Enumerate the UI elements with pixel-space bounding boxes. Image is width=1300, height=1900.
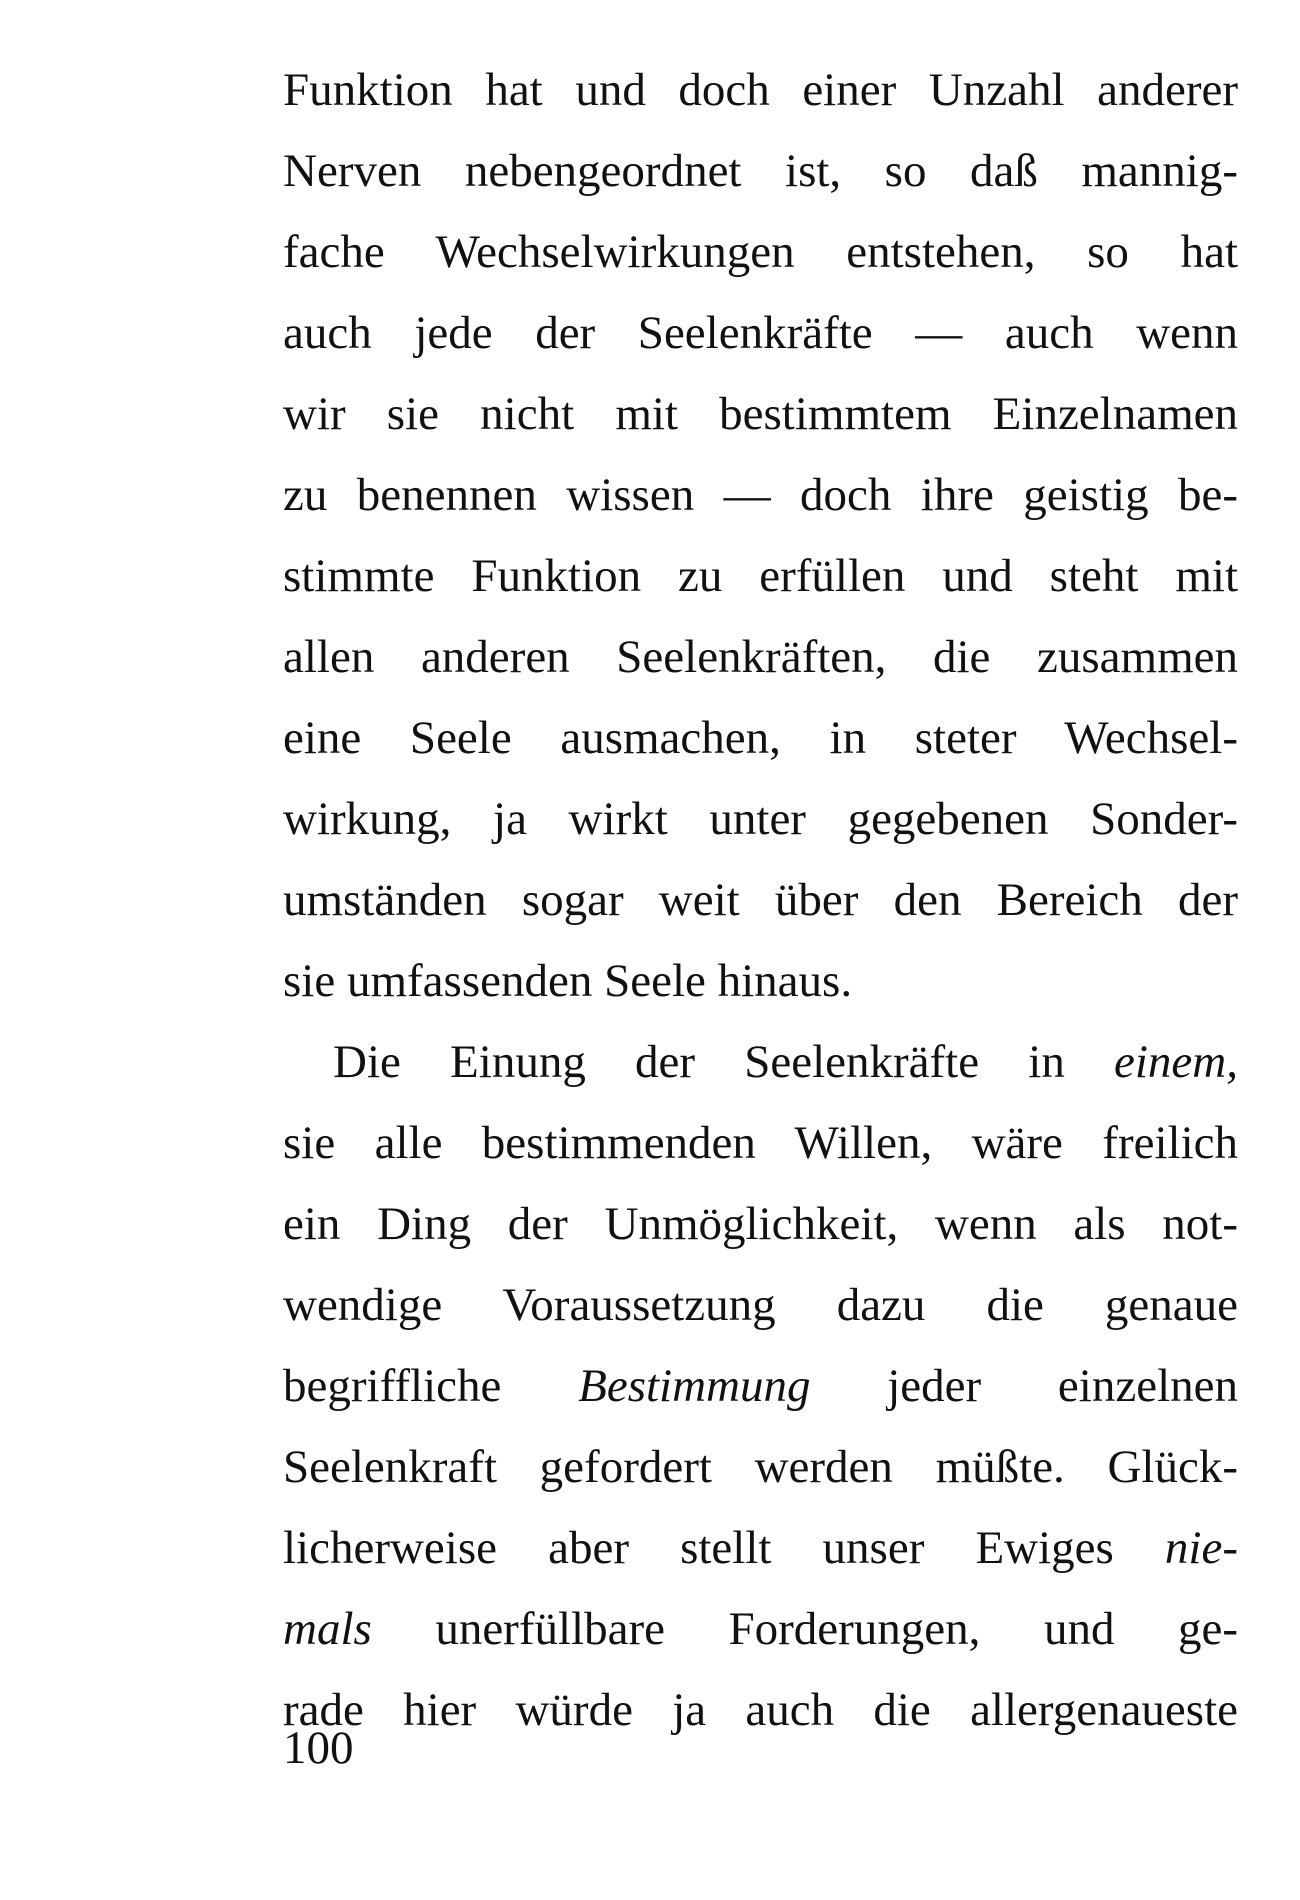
text-line: rade hier würde ja auch die allergenaueste <box>283 1684 1238 1736</box>
text-line <box>283 1508 1238 1589</box>
text-line: wendige Voraussetzung dazu die genaue <box>283 1279 1238 1331</box>
text-line: stimmte Funktion zu erfüllen und steht mit <box>283 550 1238 602</box>
text-line: allen anderen Seelenkräften, die zusammen <box>283 631 1238 683</box>
text-segment: licherweise aber stellt unser Ewiges <box>283 1522 1165 1574</box>
text-segment: unerfüllbare Forderungen, und ge- <box>371 1603 1238 1655</box>
text-line: sie umfassenden Seele hinaus. <box>283 955 853 1007</box>
text-line: fache Wechselwirkungen entstehen, so hat <box>283 226 1238 278</box>
text-line: Nerven nebengeordnet ist, so daß mannig- <box>283 145 1238 197</box>
text-line: sie alle bestimmenden Willen, wäre freilich <box>283 1117 1238 1169</box>
text-line: ein Ding der Unmöglichkeit, wenn als not- <box>283 1198 1238 1250</box>
text-line: umständen sogar weit über den Bereich der <box>283 874 1238 926</box>
text-segment: Die Einung der Seelenkräfte in <box>333 1036 1115 1088</box>
page-number: 100 <box>283 1722 354 1774</box>
body-text <box>283 50 1238 1751</box>
text-line: Seelenkraft gefordert werden müßte. Glück- <box>283 1441 1238 1493</box>
emphasis-text: einem, <box>1114 1036 1238 1088</box>
text-line: auch jede der Seelenkräfte — auch wenn <box>283 307 1238 359</box>
text-line <box>283 1022 1238 1103</box>
emphasis-text: mals <box>283 1603 372 1655</box>
emphasis-text: nie- <box>1164 1522 1238 1574</box>
text-segment: begriffliche <box>283 1360 579 1412</box>
text-line: Funktion hat und doch einer Unzahl anderer <box>283 64 1238 116</box>
text-line: wirkung, ja wirkt unter gegebenen Sonder- <box>283 793 1238 845</box>
text-line: eine Seele ausmachen, in steter Wechsel- <box>283 712 1238 764</box>
text-line <box>283 1589 1238 1670</box>
emphasis-text: Bestimmung <box>578 1360 811 1412</box>
text-line: wir sie nicht mit bestimmtem Einzelnamen <box>283 388 1238 440</box>
text-segment: jeder einzelnen <box>810 1360 1238 1412</box>
text-line <box>283 1346 1238 1427</box>
text-line: zu benennen wissen — doch ihre geistig be- <box>283 469 1238 521</box>
